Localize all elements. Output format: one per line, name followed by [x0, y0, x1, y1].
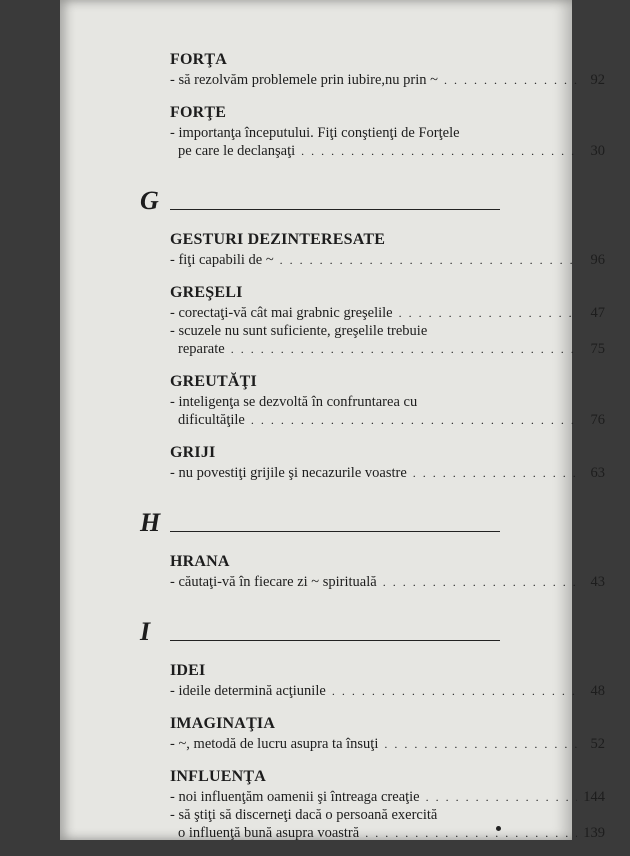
section-rule: [170, 640, 500, 641]
page-number: 144: [583, 789, 605, 805]
section-rule: [170, 531, 500, 532]
index-entry: [170, 661, 610, 700]
page-number: 48: [590, 683, 605, 699]
entry-heading: GREUTĂŢI: [170, 373, 257, 390]
entry-heading: IMAGINAŢIA: [170, 715, 276, 732]
index-entry: [170, 230, 610, 269]
index-section: [170, 50, 610, 160]
entry-line: [170, 735, 605, 753]
entry-line: [170, 682, 605, 700]
dot-leader: [444, 71, 577, 89]
entry-line: [170, 304, 605, 322]
entry-line: [170, 340, 605, 358]
index-content: [140, 50, 610, 856]
entry-line: [170, 71, 605, 89]
entry-text: pe care le declanşaţi: [178, 143, 296, 159]
page-number: 75: [590, 341, 605, 357]
index-entry: [170, 714, 610, 753]
index-entry: [170, 552, 610, 591]
section-header: [140, 188, 610, 214]
section-letter: H: [140, 508, 161, 537]
entry-line: [170, 573, 605, 591]
dot-leader: [251, 411, 577, 429]
page-number: 92: [590, 72, 605, 88]
page-number: 43: [590, 574, 605, 590]
entry-text: - să rezolvăm problemele prin iubire,nu prin ~: [170, 72, 438, 88]
entry-line: [170, 251, 605, 269]
page-number: 139: [583, 825, 605, 841]
book-page: [60, 0, 605, 841]
entry-text: - importanţa începutului. Fiţi conştienţi de Forţele: [170, 125, 460, 141]
index-entry: [170, 372, 610, 429]
index-section: [140, 508, 610, 591]
dot-leader: [383, 573, 577, 591]
entry-text: - ~, metodă de lucru asupra ta însuţi: [170, 736, 379, 752]
page-number: 52: [590, 736, 605, 752]
entry-text: - noi influenţăm oamenii şi întreaga creaţie: [170, 789, 420, 805]
dot-leader: [413, 464, 577, 482]
page-number: 76: [590, 412, 605, 428]
entry-heading: HRANA: [170, 553, 230, 570]
entry-line: [170, 142, 605, 160]
entry-text: o influenţă bună asupra voastră: [178, 825, 360, 841]
entry-text: - corectaţi-vă cât mai grabnic greşelile: [170, 305, 393, 321]
entry-line: [170, 824, 605, 842]
entry-line: [170, 411, 605, 429]
dot-leader: [280, 251, 577, 269]
entry-text: - căutaţi-vă în fiecare zi ~ spirituală: [170, 574, 377, 590]
entry-text: reparate: [178, 341, 225, 357]
index-section: [140, 617, 610, 842]
page-number: 30: [590, 143, 605, 159]
entry-heading: GRIJI: [170, 444, 216, 461]
page-number: 63: [590, 465, 605, 481]
index-entry: [170, 103, 610, 160]
index-entry: [170, 50, 610, 89]
entry-text: - nu povestiţi grijile şi necazurile voastre: [170, 465, 407, 481]
dot-leader: [231, 340, 577, 358]
section-rule: [170, 209, 500, 210]
entry-heading: INFLUENŢA: [170, 768, 267, 785]
dot-leader: [301, 142, 577, 160]
index-section: [140, 186, 610, 482]
dot-leader: [384, 735, 577, 753]
index-entry: [170, 443, 610, 482]
entry-text: - fiţi capabili de ~: [170, 252, 274, 268]
entry-text: dificultăţile: [178, 412, 245, 428]
dot-leader: [426, 788, 577, 806]
dot-leader: [399, 304, 577, 322]
entry-heading: IDEI: [170, 662, 206, 679]
section-letter: I: [140, 617, 151, 646]
entry-heading: FORŢE: [170, 104, 227, 121]
entry-heading: GESTURI DEZINTERESATE: [170, 231, 386, 248]
entry-line: [170, 464, 605, 482]
entry-heading: FORŢA: [170, 51, 227, 68]
print-speck: [496, 826, 501, 831]
section-letter: G: [140, 186, 159, 215]
section-header: [140, 619, 610, 645]
entry-line: [170, 788, 605, 806]
entry-text: - ideile determină acţiunile: [170, 683, 326, 699]
dot-leader: [332, 682, 577, 700]
dot-leader: [365, 824, 577, 842]
index-entry: [170, 767, 610, 842]
section-header: [140, 510, 610, 536]
entry-heading: GREŞELI: [170, 284, 243, 301]
page-number: 47: [590, 305, 605, 321]
entry-text: - să ştiţi să discerneţi dacă o persoană exercită: [170, 807, 438, 823]
page-number: 96: [590, 252, 605, 268]
index-entry: [170, 283, 610, 358]
entry-text: - inteligenţa se dezvoltă în confruntarea cu: [170, 394, 418, 410]
entry-text: - scuzele nu sunt suficiente, greşelile trebuie: [170, 323, 428, 339]
